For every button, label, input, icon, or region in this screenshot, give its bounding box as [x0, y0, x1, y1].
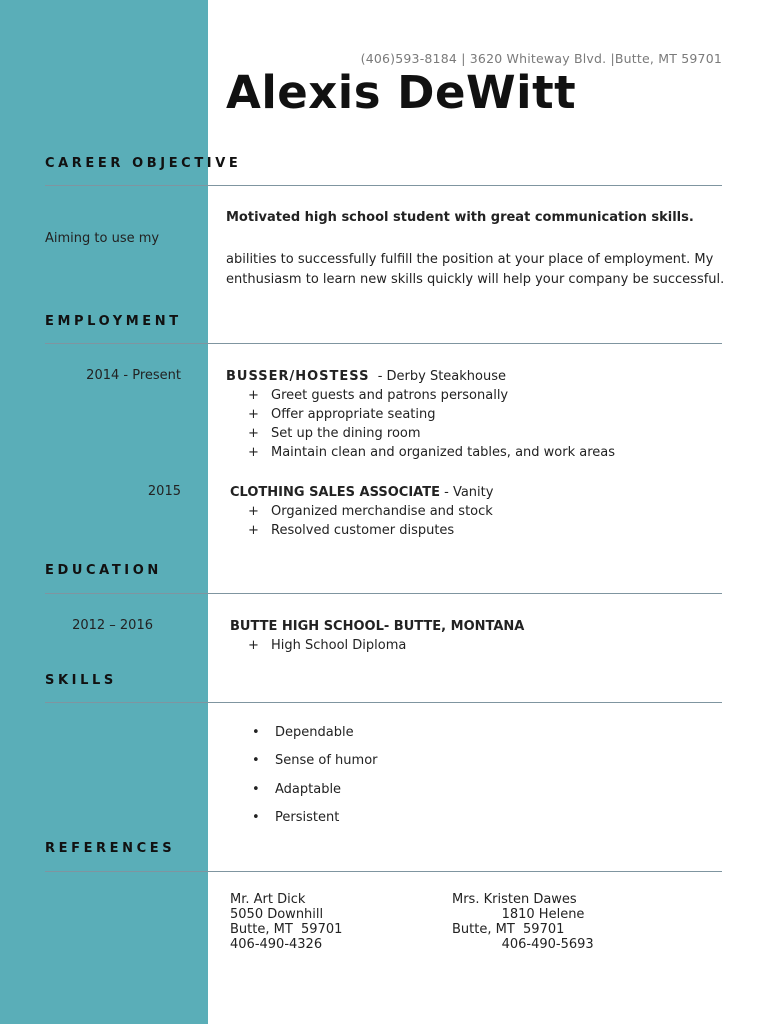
- plus-icon: +: [248, 407, 259, 422]
- objective-side-text: Aiming to use my: [45, 231, 160, 246]
- reference-name: Mr. Art Dick: [230, 892, 306, 907]
- job-title: BUSSER/HOSTESS: [226, 369, 370, 384]
- job-date: 2014 - Present: [86, 368, 181, 383]
- plus-icon: +: [248, 504, 259, 519]
- job-heading: [230, 483, 493, 502]
- plus-icon: +: [248, 523, 259, 538]
- reference-city: Butte, MT 59701: [230, 922, 343, 937]
- section-title-skills: SKILLS: [45, 673, 117, 688]
- school-name: BUTTE HIGH SCHOOL- BUTTE, MONTANA: [230, 619, 525, 634]
- bullet-icon: •: [252, 781, 260, 797]
- section-divider: [45, 343, 722, 344]
- list-item: + Maintain clean and organized tables, and work areas: [248, 445, 616, 460]
- reference-1: [230, 892, 342, 952]
- list-item: + Greet guests and patrons personally: [248, 388, 509, 403]
- reference-city: Butte, MT 59701: [452, 922, 565, 937]
- list-item: • Dependable: [252, 725, 354, 740]
- reference-street: 1810 Helene: [452, 907, 585, 922]
- section-divider: [45, 185, 722, 186]
- bullet-icon: •: [252, 753, 260, 769]
- list-item: + High School Diploma: [248, 638, 407, 653]
- list-item: + Organized merchandise and stock: [248, 504, 493, 519]
- list-item: • Sense of humor: [252, 753, 378, 769]
- plus-icon: +: [248, 638, 259, 653]
- section-title-career-objective: CAREER OBJECTIVE: [45, 156, 242, 171]
- list-item: + Set up the dining room: [248, 426, 421, 441]
- section-title-education: EDUCATION: [45, 563, 162, 578]
- section-title-references: REFERENCES: [45, 841, 176, 856]
- job-heading: [226, 367, 506, 386]
- objective-headline: Motivated high school student with great communication skills.: [226, 210, 694, 225]
- objective-body-line-1: abilities to successfully fulfill the position at your place of employment. My: [226, 252, 714, 267]
- job-date: 2015: [147, 484, 181, 499]
- plus-icon: +: [248, 445, 259, 460]
- job-employer: - Derby Steakhouse: [369, 369, 507, 384]
- reference-name: Mrs. Kristen Dawes: [452, 892, 577, 907]
- bullet-icon: •: [252, 809, 260, 825]
- job-employer: - Vanity: [439, 485, 494, 500]
- education-list: [226, 636, 406, 655]
- skills-list: [226, 723, 378, 836]
- job-duties-list: [226, 502, 493, 540]
- reference-phone: 406-490-4326: [230, 937, 323, 952]
- bullet-icon: •: [252, 725, 260, 740]
- resume-name: Alexis DeWitt: [226, 66, 577, 119]
- job-duties-list: [226, 386, 615, 462]
- objective-body-line-2: enthusiasm to learn new skills quickly will help your company be successful.: [226, 272, 725, 287]
- section-divider: [45, 702, 722, 703]
- reference-2: [452, 892, 594, 952]
- list-item: + Resolved customer disputes: [248, 523, 455, 538]
- plus-icon: +: [248, 388, 259, 403]
- reference-street: 5050 Downhill: [230, 907, 324, 922]
- plus-icon: +: [248, 426, 259, 441]
- section-divider: [45, 871, 722, 872]
- section-divider: [45, 593, 722, 594]
- job-title: CLOTHING SALES ASSOCIATE: [230, 485, 440, 500]
- list-item: • Adaptable: [252, 781, 342, 797]
- section-title-employment: EMPLOYMENT: [45, 314, 182, 329]
- list-item: • Persistent: [252, 809, 340, 825]
- contact-line: (406)593-8184 | 3620 Whiteway Blvd. |Butte, MT 59701: [360, 51, 722, 66]
- list-item: + Offer appropriate seating: [248, 407, 436, 422]
- education-date: 2012 – 2016: [72, 618, 153, 633]
- reference-phone: 406-490-5693: [452, 937, 594, 952]
